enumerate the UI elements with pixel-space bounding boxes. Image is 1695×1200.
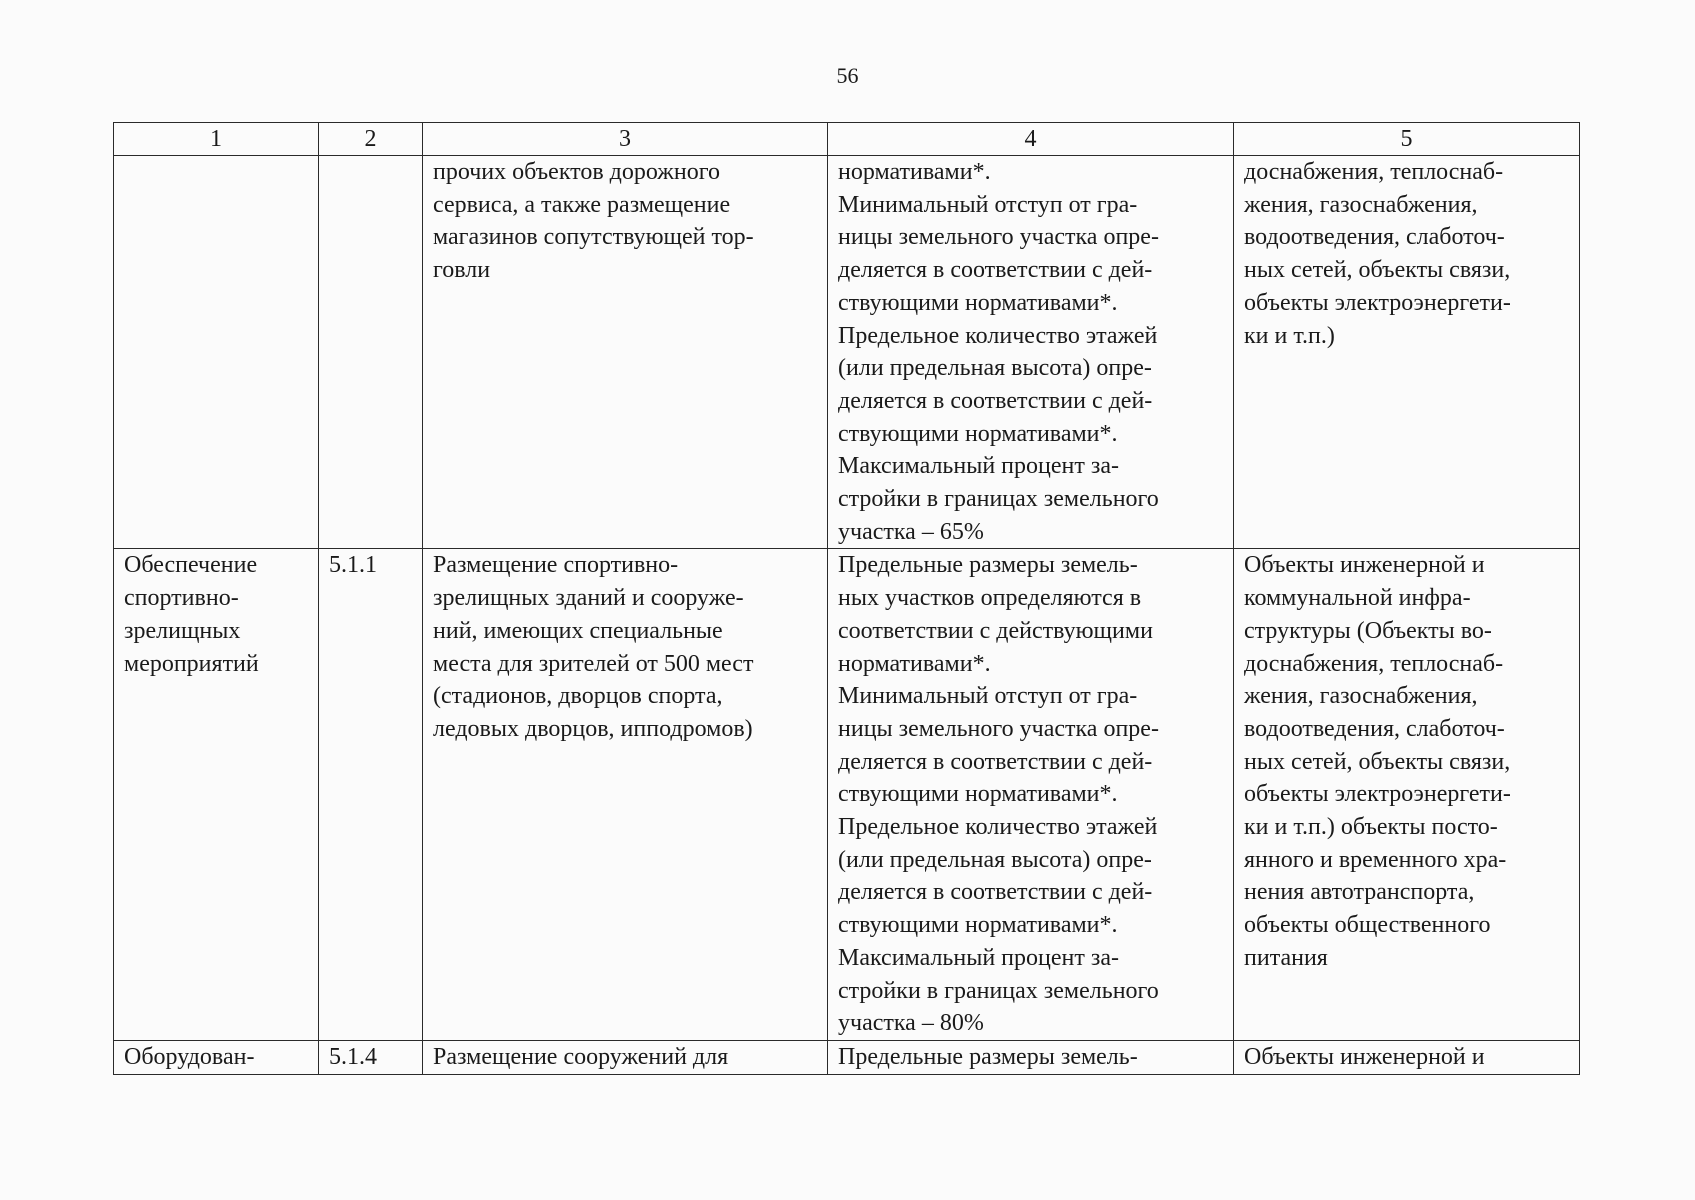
cell-text-line: Объекты инженерной и <box>1244 552 1485 579</box>
cell-auxiliary-uses <box>1234 549 1580 1041</box>
cell-text-line: ных сетей, объекты связи, <box>1244 748 1511 775</box>
cell-text-line: спортивно- <box>124 585 239 612</box>
cell-text-line: Предельные размеры земель- <box>838 1043 1138 1070</box>
cell-text-line: места для зрителей от 500 мест <box>433 650 754 677</box>
cell-text-line: доснабжения, теплоснаб- <box>1244 650 1504 677</box>
table-row <box>114 1040 1580 1074</box>
cell-text-line: питания <box>1244 944 1328 971</box>
cell-code <box>319 156 423 549</box>
cell-text-line: (или предельная высота) опре- <box>838 846 1152 873</box>
cell-text-line: нормативами*. <box>838 650 991 677</box>
cell-text-line: объекты электроэнергети- <box>1244 289 1511 316</box>
cell-text-line: соответствии с действующими <box>838 617 1153 644</box>
header-cell: 3 <box>423 123 828 156</box>
cell-text-line: ний, имеющих специальные <box>433 617 723 644</box>
cell-text-line: 5.1.1 <box>329 552 377 579</box>
header-cell: 1 <box>114 123 319 156</box>
cell-text-line: (стадионов, дворцов спорта, <box>433 683 723 710</box>
cell-code <box>319 549 423 1041</box>
cell-type-name <box>114 1040 319 1074</box>
cell-text-line: 5.1.4 <box>329 1043 377 1070</box>
cell-text-line: (или предельная высота) опре- <box>838 355 1152 382</box>
cell-text-line: участка – 65% <box>838 518 984 545</box>
cell-text-line: объекты общественного <box>1244 912 1491 939</box>
cell-text-line: ледовых дворцов, ипподромов) <box>433 715 753 742</box>
cell-text-line: Максимальный процент за- <box>838 944 1119 971</box>
cell-text-line: Предельное количество этажей <box>838 814 1158 841</box>
cell-text-line: Минимальный отступ от гра- <box>838 191 1138 218</box>
cell-text-line: Оборудован- <box>124 1043 255 1070</box>
cell-type-name <box>114 156 319 549</box>
cell-text-line: Размещение спортивно- <box>433 552 679 579</box>
cell-text-line: деляется в соответствии с дей- <box>838 748 1153 775</box>
cell-text-line: жения, газоснабжения, <box>1244 191 1478 218</box>
cell-text-line: ствующими нормативами*. <box>838 781 1118 808</box>
cell-text-line: Размещение сооружений для <box>433 1043 729 1070</box>
land-use-table <box>113 122 1580 1075</box>
cell-text-line: ных участков определяются в <box>838 585 1142 612</box>
cell-text-line: зрелищных <box>124 617 241 644</box>
cell-auxiliary-uses <box>1234 1040 1580 1074</box>
cell-text-line: ки и т.п.) <box>1244 322 1335 349</box>
cell-text-line: жения, газоснабжения, <box>1244 683 1478 710</box>
cell-text-line: стройки в границах земельного <box>838 486 1159 513</box>
cell-text-line: ки и т.п.) объекты посто- <box>1244 814 1498 841</box>
header-cell: 4 <box>828 123 1234 156</box>
cell-text-line: деляется в соответствии с дей- <box>838 879 1153 906</box>
cell-text-line: сервиса, а также размещение <box>433 191 731 218</box>
header-cell: 2 <box>319 123 423 156</box>
cell-text-line: янного и временного хра- <box>1244 846 1507 873</box>
cell-text-line: Обеспечение <box>124 552 258 579</box>
cell-text-line: ницы земельного участка опре- <box>838 715 1159 742</box>
cell-code <box>319 1040 423 1074</box>
cell-text-line: деляется в соответствии с дей- <box>838 257 1153 284</box>
cell-text-line: Максимальный процент за- <box>838 453 1119 480</box>
cell-text-line: Предельные размеры земель- <box>838 552 1138 579</box>
cell-text-line: ствующими нормативами*. <box>838 912 1118 939</box>
cell-text-line: нения автотранспорта, <box>1244 879 1475 906</box>
cell-text-line: водоотведения, слаботоч- <box>1244 715 1505 742</box>
cell-description <box>423 1040 828 1074</box>
cell-text-line: Минимальный отступ от гра- <box>838 683 1138 710</box>
cell-text-line: коммунальной инфра- <box>1244 585 1471 612</box>
cell-text-line: мероприятий <box>124 650 259 677</box>
cell-text-line: стройки в границах земельного <box>838 977 1159 1004</box>
cell-text-line: структуры (Объекты во- <box>1244 617 1492 644</box>
cell-text-line: Предельное количество этажей <box>838 322 1158 349</box>
cell-text-line: говли <box>433 257 491 284</box>
cell-text-line: объекты электроэнергети- <box>1244 781 1511 808</box>
cell-auxiliary-uses <box>1234 156 1580 549</box>
cell-text-line: водоотведения, слаботоч- <box>1244 224 1505 251</box>
table-header-row <box>114 123 1580 156</box>
header-cell: 5 <box>1234 123 1580 156</box>
cell-text-line: магазинов сопутствующей тор- <box>433 224 754 251</box>
cell-description <box>423 156 828 549</box>
cell-text-line: прочих объектов дорожного <box>433 159 720 185</box>
cell-text-line: ных сетей, объекты связи, <box>1244 257 1511 284</box>
cell-description <box>423 549 828 1041</box>
table-row <box>114 549 1580 1041</box>
cell-text-line: деляется в соответствии с дей- <box>838 387 1153 414</box>
cell-type-name <box>114 549 319 1041</box>
cell-text-line: участка – 80% <box>838 1010 984 1037</box>
table-row <box>114 156 1580 549</box>
cell-parameters <box>828 1040 1234 1074</box>
cell-text-line: нормативами*. <box>838 159 991 185</box>
page-number: 56 <box>836 63 859 88</box>
cell-text-line: ствующими нормативами*. <box>838 420 1118 447</box>
cell-text-line: доснабжения, теплоснаб- <box>1244 159 1504 185</box>
cell-text-line: ствующими нормативами*. <box>838 289 1118 316</box>
cell-text-line: зрелищных зданий и сооруже- <box>433 585 744 612</box>
cell-parameters <box>828 549 1234 1041</box>
cell-text-line: ницы земельного участка опре- <box>838 224 1159 251</box>
cell-text-line: Объекты инженерной и <box>1244 1043 1485 1070</box>
cell-parameters <box>828 156 1234 549</box>
